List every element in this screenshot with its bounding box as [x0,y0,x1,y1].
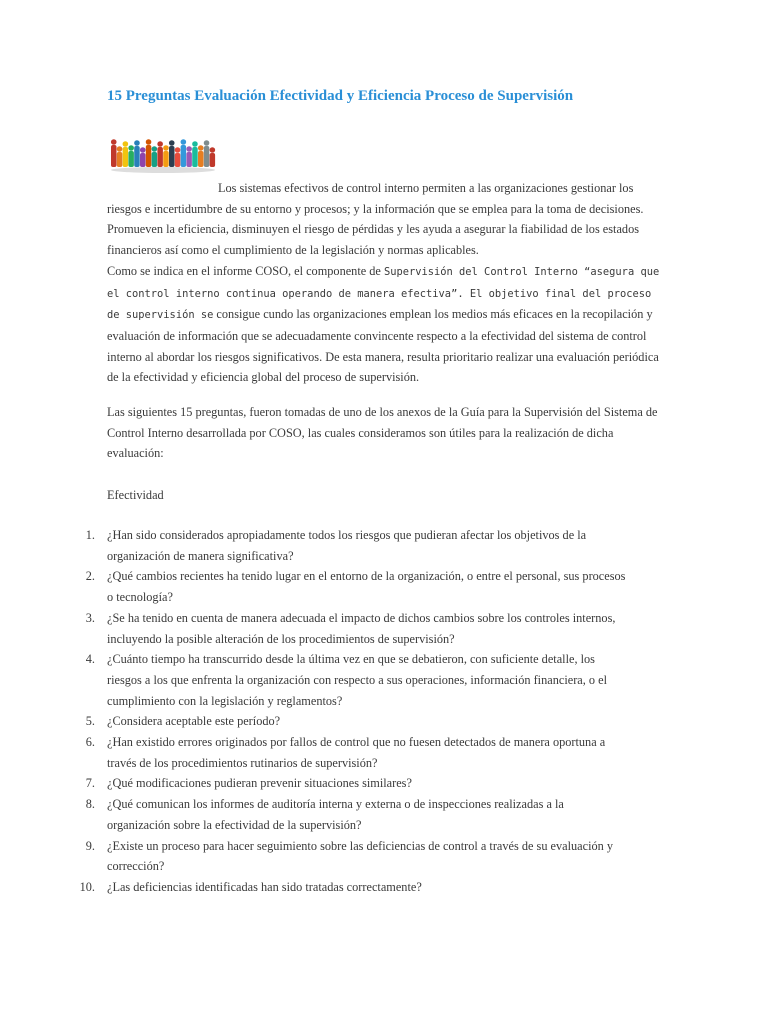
figure-head [140,147,146,153]
question-item [70,608,630,649]
question-number: 10. [79,879,95,894]
intro-text-quote: Supervisión del Control Interno “asegura que el control interno continua operando de manera efectiva”. El objetivo final del proceso de supervisión se [107,265,660,322]
figure-body [186,152,192,167]
figure-body [128,151,134,167]
figure-body [157,147,163,167]
document-title: 15 Preguntas Evaluación Efectividad y Eficiencia Proceso de Supervisión [107,88,574,104]
question-text: ¿Han existido errores originados por fallos de control que no fuesen detectados de manera oportuna a través de los procedimientos rutinarios de supervisión? [107,735,606,770]
figure-body [175,153,181,167]
questions-list [70,525,630,898]
question-text: ¿Cuánto tiempo ha transcurrido desde la última vez en que se debatieron, con suficiente detalle, los riesgos a los que enfrenta la organización con respecto a sus operaciones, información financiera, o el cumplimiento con la legislación y reglamentos? [107,652,607,708]
figure-head [163,145,169,151]
figure-head [175,147,181,153]
question-item [70,525,630,566]
question-number: 1. [85,528,95,542]
figure-head [192,141,198,147]
figure-head [169,140,175,146]
question-text: ¿Qué comunican los informes de auditoría interna y externa o de inspecciones realizadas a la organización sobre la efectividad de la supervisión? [107,797,564,832]
question-text: ¿Qué cambios recientes ha tenido lugar en el entorno de la organización, o entre el personal, sus procesos o tecnología? [107,569,626,605]
question-item [70,566,630,607]
figure-body [198,151,204,167]
figure-head [181,139,187,145]
figure-head [117,146,123,152]
figure-head [157,141,163,147]
question-text: ¿Se ha tenido en cuenta de manera adecuada el impacto de dichos cambios sobre los controles internos, incluyendo la posible alteración de los procedimientos de supervisión? [107,610,616,646]
people-figures-image [107,126,219,176]
questions-intro-paragraph: Las siguientes 15 preguntas, fueron tomadas de uno de los anexos de la Guía para la Supervisión del Sistema de Control Interno desarrollada por COSO, las cuales consideramos son útiles para la realización de dicha evaluación: [107,405,658,461]
intro-paragraph [107,178,663,388]
figure-body [123,147,129,167]
question-item [70,773,630,794]
figure-head [210,147,216,153]
question-text: ¿Las deficiencias identificadas han sido tratadas correctamente? [107,879,422,894]
figure-head [123,141,129,147]
figure-head [204,140,210,146]
figure-body [152,152,158,167]
question-text: ¿Han sido considerados apropiadamente todos los riesgos que pudieran afectar los objetivos de la organización de manera significativa? [107,528,587,563]
question-item [70,711,630,732]
figure-body [140,153,146,167]
question-item [70,649,630,711]
figure-head [146,139,152,145]
question-number: 5. [85,714,95,729]
question-number: 2. [85,569,95,584]
figure-body [117,152,123,167]
figure-body [181,145,187,167]
question-item [70,794,630,835]
question-text: ¿Considera aceptable este período? [107,714,281,729]
figure-head [134,140,140,146]
figure-body [169,146,175,167]
figure-head [111,139,117,145]
question-number: 9. [85,838,95,853]
figure-body [111,145,117,167]
question-number: 4. [85,652,95,667]
figure-head [128,145,134,151]
question-item [70,836,630,877]
figure-body [204,146,210,167]
question-number: 8. [85,797,95,812]
figure-head [186,146,192,152]
intro-text-3: consigue cundo las organizaciones emplean los medios más eficaces en la recopilación y evaluación de información que se adecuadamente convincente respecto a la efectividad del sistema de control interno al abordar los riesgos significativos. De esta manera, resulta prioritario realizar una evaluación periódica de la efectividad y eficiencia global del proceso de supervisión. [107,307,659,385]
figure-body [163,151,169,167]
figure-body [134,146,140,167]
question-item [70,877,630,898]
question-number: 3. [85,610,95,625]
figure-shadow [111,167,215,173]
intro-text-2: Como se indica en el informe COSO, el componente de [107,263,384,278]
intro-text-1: Los sistemas efectivos de control interno permiten a las organizaciones gestionar los riesgos e incertidumbre de su entorno y procesos; y la información que se emplea para la toma de decisiones. Promueven la eficiencia, disminuyen el riesgo de pérdidas y les ayuda a asegurar la fiabilidad de los estados financieros así como el cumplimiento de la legislación y normas aplicables. [107,181,644,258]
question-number: 7. [85,776,95,791]
figure-body [192,147,198,167]
figure-head [198,145,204,151]
figure-body [146,145,152,167]
question-text: ¿Qué modificaciones pudieran prevenir situaciones similares? [107,776,412,791]
figure-body [210,153,216,167]
figure-head [152,146,158,152]
question-text: ¿Existe un proceso para hacer seguimiento sobre las deficiencias de control a través de su evaluación y corrección? [107,838,614,874]
question-item [70,732,630,773]
question-number: 6. [85,735,95,750]
section-heading: Efectividad [107,488,164,502]
